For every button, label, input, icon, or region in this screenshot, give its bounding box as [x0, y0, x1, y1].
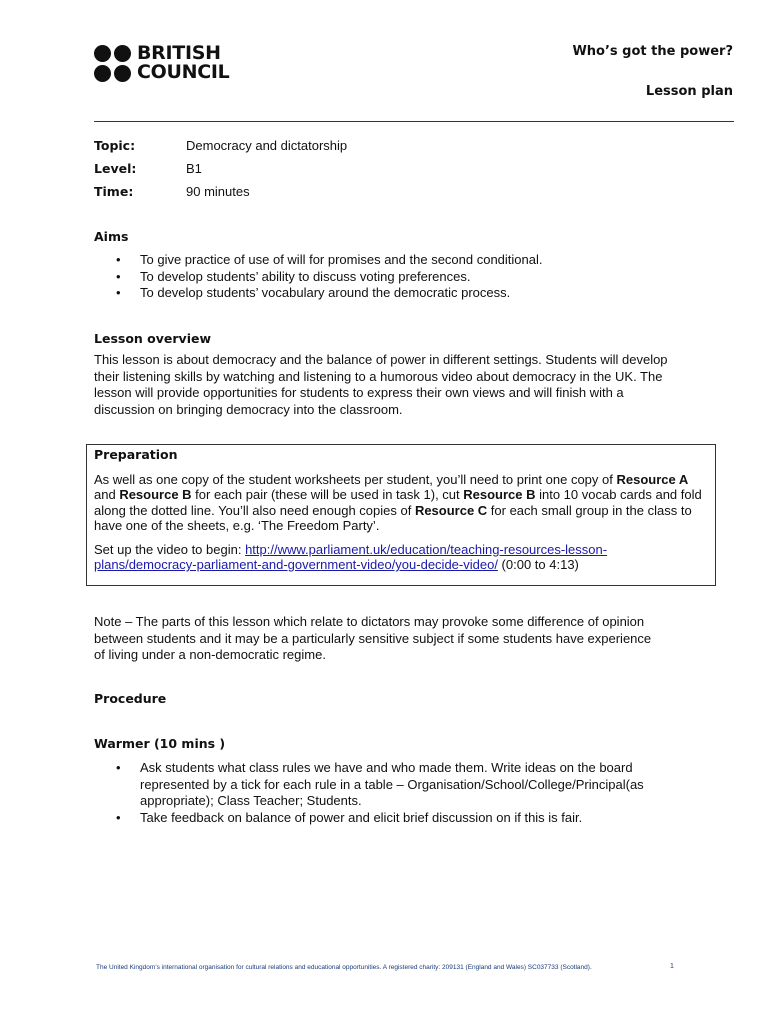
- meta-value: 90 minutes: [186, 184, 250, 199]
- preparation-text: As well as one copy of the student worksheets per student, you’ll need to print one copy of Resource A and Resource B for each pair (these will be used in task 1), cut Resource B into 10 vocab cards and fold along the dotted line. You’ll also need enough copies of Resource C for each small group in the class to have one of the sheets, e.g. ‘The Freedom Party’.: [94, 471, 702, 533]
- overview-heading: Lesson overview: [94, 331, 211, 346]
- list-item: • Take feedback on balance of power and elicit brief discussion on if this is fair.: [116, 809, 583, 825]
- british-council-logo: [94, 44, 229, 82]
- video-link[interactable]: http://www.parliament.uk/education/teaching-resources-lesson-plans/democracy-parliament-and-government-video/you-decide-video/: [94, 541, 608, 572]
- footer-text: The United Kingdom’s international organisation for cultural relations and educational opportunities. A registered charity: 209131 (England and Wales) SC037733 (Scotland).: [96, 964, 592, 971]
- header-right: [572, 44, 733, 104]
- logo-line-2: COUNCIL: [137, 61, 230, 83]
- meta-label: Topic:: [94, 138, 136, 153]
- list-item: • Ask students what class rules we have and who made them. Write ideas on the board represented by a tick for each rule in a table – Organisation/School/College/Principal(as appropriate); Class Teacher; Students.: [116, 760, 644, 808]
- note-text: Note – The parts of this lesson which relate to dictators may provoke some difference of opinion between students and it may be a particularly sensitive subject if some students have experience of living under a non-democratic regime.: [94, 614, 652, 662]
- lesson-meta: [94, 138, 347, 207]
- lesson-subtitle: Lesson plan: [645, 84, 733, 99]
- meta-row-level: [94, 161, 347, 184]
- warmer-list: [94, 760, 654, 826]
- meta-value: Democracy and dictatorship: [186, 138, 348, 153]
- preparation-heading: Preparation: [94, 447, 178, 462]
- meta-label: Level:: [94, 161, 137, 176]
- header-divider: [94, 121, 734, 122]
- meta-row-time: [94, 184, 347, 207]
- logo-dots-icon: [94, 45, 131, 82]
- meta-value: B1: [186, 161, 202, 176]
- video-setup: Set up the video to begin: http://www.parliament.uk/education/teaching-resources-lesson-plans/democracy-parliament-and-government-video/you-decide-video/ (0:00 to 4:13): [94, 541, 608, 572]
- procedure-heading: Procedure: [94, 691, 167, 706]
- list-item: • To develop students’ ability to discuss voting preferences.: [116, 268, 471, 284]
- overview-text: This lesson is about democracy and the balance of power in different settings. Students will develop their listening skills by watching and listening to a humorous video about democracy in the UK. The lesson will provide opportunities for students to express their own views and will finish with a discussion on bringing democracy into the classroom.: [94, 352, 668, 417]
- list-item: • To give practice of use of will for promises and the second conditional.: [116, 252, 543, 267]
- page-number: 1: [670, 963, 674, 970]
- list-item: • To develop students’ vocabulary around the democratic process.: [116, 285, 511, 300]
- preparation-box: [86, 444, 716, 586]
- aims-list: [94, 252, 694, 302]
- logo-line-1: BRITISH: [137, 42, 221, 64]
- lesson-title: Who’s got the power?: [572, 44, 733, 59]
- warmer-heading: Warmer (10 mins ): [94, 736, 226, 751]
- meta-row-topic: [94, 138, 347, 161]
- meta-label: Time:: [94, 184, 134, 199]
- aims-heading: Aims: [94, 229, 129, 244]
